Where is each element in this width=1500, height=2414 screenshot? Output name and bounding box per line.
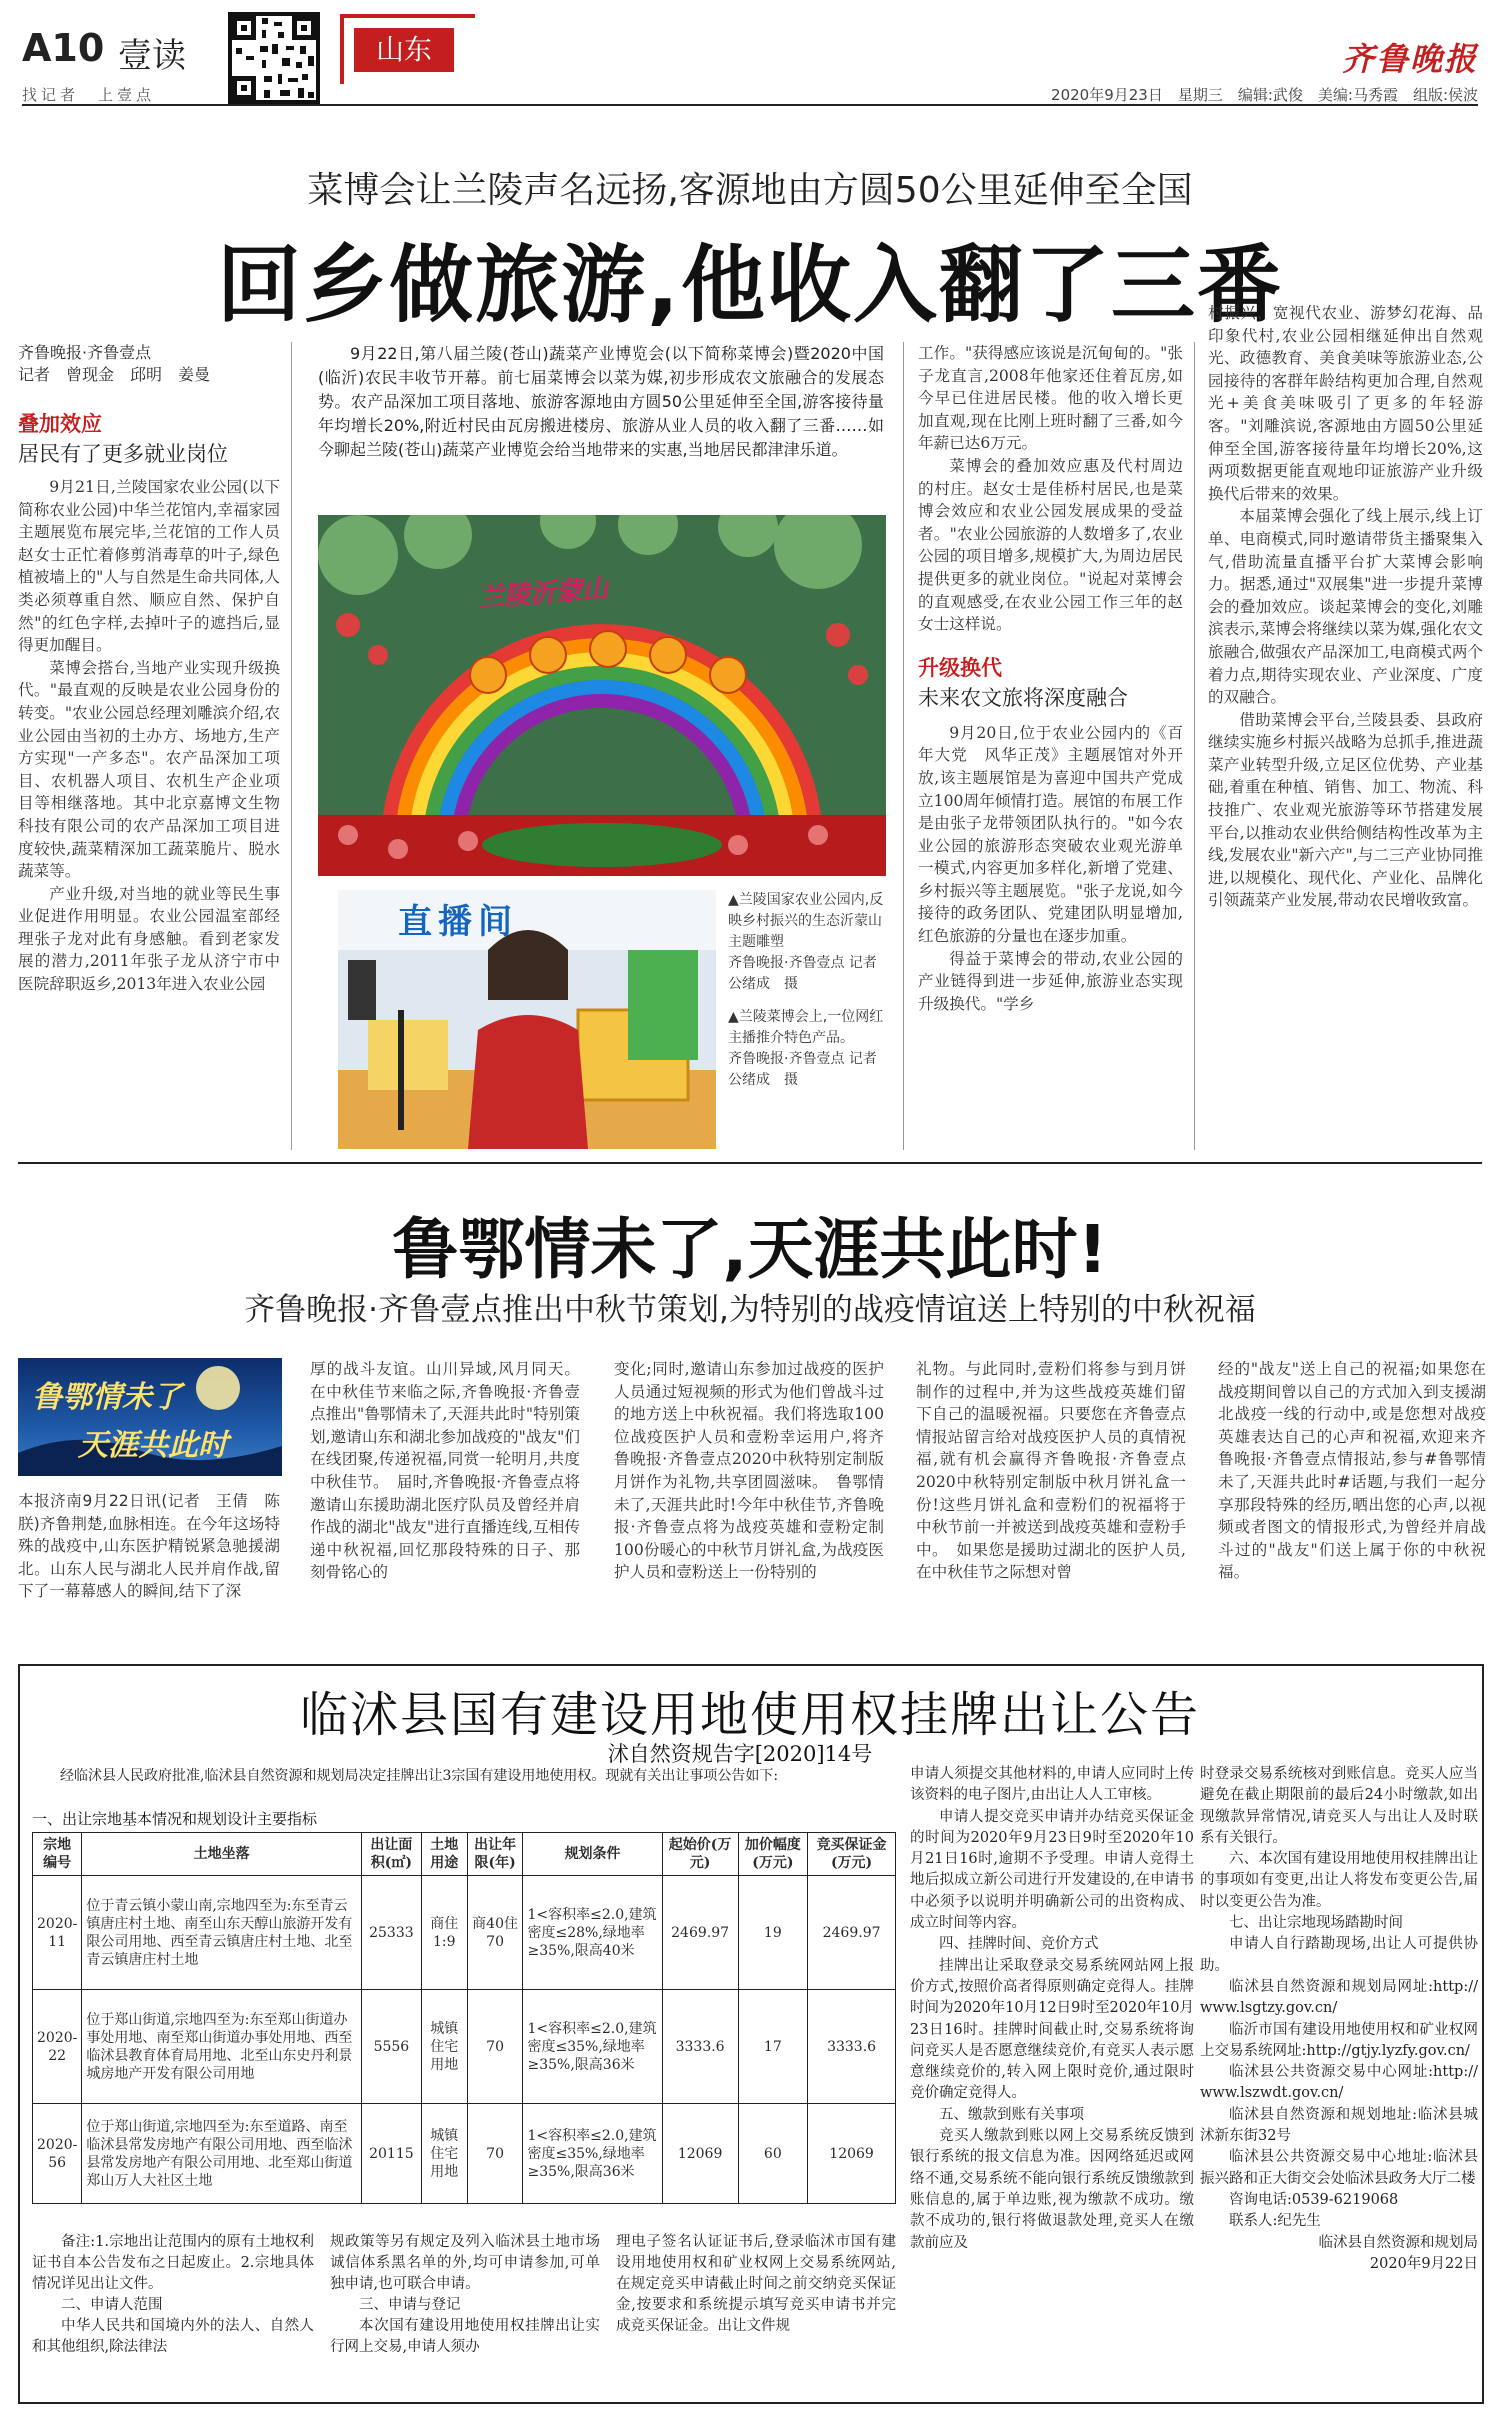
story2-col5: 经的"战友"送上自己的祝福;如果您在战疫期间曾以自己的方式加入到支援湖北战疫一线的行动中,或是您想对战疫英雄表达自己的心声和祝福,欢迎来齐鲁晚报·齐鲁壹点情报站,参与#鲁鄂情未了,天涯共此时#话题,与我们一起分享那段特殊的经历,晒出您的心声,以视频或者图文的情报形式,为曾经并肩战斗过的"战友"们送上属于你的中秋祝福。 (1218, 1360, 1486, 1582)
story1-col4b-body (918, 722, 1183, 1016)
issue-meta: 2020年9月23日 星期三 编辑:武俊 美编:马秀霞 组版:侯波 (1051, 86, 1478, 104)
logo-line2: 天涯共此时 (78, 1428, 228, 1463)
table-cell: 12069 (808, 2104, 896, 2204)
table-header: 起始价(万元) (662, 1833, 738, 1876)
table-cell: 17 (738, 1990, 808, 2104)
notice-remarks: 备注:1.宗地出让范围内的原有土地权利证书自本公告发布之日起废止。2.宗地具体情况详见出让文件。 (32, 2234, 314, 2292)
subhead-stacking-effect: 叠加效应 (18, 412, 102, 436)
caption-livestream: ▲兰陵菜博会上,一位网红主播推介特色产品。 (728, 1009, 884, 1046)
story2-col2: 厚的战斗友谊。山川异域,风月同天。在中秋佳节来临之际,齐鲁晚报·齐鲁壹点推出"鲁鄂情未了,天涯共此时"特别策划,邀请山东和湖北参加战疫的"战友"们在线团聚,传递祝福,同赏一轮明月,共度中秋佳节。 届时,齐鲁晚报·齐鲁壹点将邀请山东援助湖北医疗队员及曾经并肩作战的湖北"战友"进行直播连线,互相传递中秋祝福,回忆那段特殊的日子、那刻骨铭心的 (310, 1360, 580, 1582)
table-cell: 70 (467, 1990, 523, 2104)
page-number: A10 (22, 26, 105, 70)
notice-section5: 五、缴款到账有关事项 (939, 2106, 1084, 2123)
story2-logo (18, 1358, 282, 1476)
notice-eligibility: 规政策等另有规定及列入临沭县土地市场诚信体系黑名单的外,均可申请参加,可单独申请,也可联合申请。 (330, 2234, 600, 2292)
notice-section6: 六、本次国有建设用地使用权挂牌出让的事项如有变更,出让人将发布变更公告,届时以变更公告为准。 (1200, 1851, 1478, 1910)
notice-paragraph: 申请人提交竞买申请并办结竞买保证金的时间为2020年9月23日9时至2020年10月21日16时,逾期不予受理。申请人竞得土地后拟成立新公司进行开发建设的,在申请书中必须予以说明并明确新公司的出资构成、成立时间等内容。 (910, 1808, 1194, 1932)
notice-date: 2020年9月22日 (1369, 2255, 1478, 2272)
table-header: 出让年限(年) (467, 1833, 523, 1876)
header-rule (22, 104, 1478, 106)
table-row (33, 1876, 896, 1990)
section-name: 壹读 (118, 36, 186, 76)
table-header: 宗地编号 (33, 1833, 82, 1876)
subhead-deep-integration: 未来农文旅将深度融合 (918, 685, 1128, 710)
photo-banner-text: 兰陵沂蒙山 (477, 574, 610, 614)
section-rule (18, 1162, 1482, 1164)
table-cell: 位于郑山街道,宗地四至为:东至郑山街道办事处用地、南至郑山街道办事处用地、西至临沭县教育体育局用地、北至山东史丹利景城房地产开发有限公司用地 (82, 1990, 362, 2104)
notice-lower-left (32, 2232, 314, 2358)
story2-col1 (18, 1490, 280, 1603)
notice-section2-text: 中华人民共和国境内外的法人、自然人和其他组织,除法律法 (32, 2318, 314, 2355)
subhead-upgrade: 升级换代 (918, 655, 1002, 680)
story2-subhead: 齐鲁晚报·齐鲁壹点推出中秋节策划,为特别的战疫情谊送上特别的中秋祝福 (244, 1292, 1256, 1328)
table-cell: 5556 (361, 1990, 421, 2104)
table-cell: 商40住70 (467, 1876, 523, 1990)
table-cell: 60 (738, 2104, 808, 2204)
story1-col1-body (18, 476, 280, 996)
paragraph: 村振兴、宽视代农业、游梦幻花海、品印象代村,农业公园相继延伸出自然观光、政德教育、美食美味等旅游业态,公园接待的客群年龄结构更加合理,自然观光+美食美味吸引了更多的年轻游客。"刘雕滨说,客源地由方圆50公里延伸至全国,游客接待量年均增长20%,这两项数据更能直观地印证旅游产业升级换代后带来的效果。 (1208, 304, 1483, 503)
caption-sculpture-credit: 齐鲁晚报·齐鲁壹点 记者 公绪成 摄 (728, 955, 891, 992)
table-row (33, 1990, 896, 2104)
table-header: 出让面积(㎡) (361, 1833, 421, 1876)
table-header: 规划条件 (523, 1833, 662, 1876)
paragraph: 借助菜博会平台,兰陵县委、县政府继续实施乡村振兴战略为总抓手,推进蔬菜产业转型升级,立足区位优势、产业基础,着重在种植、销售、加工、物流、科技推广、农业观光旅游等环节搭建发展平台,以推动农业供给侧结构性改革为主线,发展农业"新六产",与二三产业协同推进,以规模化、现代化、产业化、品牌化引领蔬菜产业发展,带动农民增收致富。 (1208, 710, 1483, 910)
table-cell: 70 (467, 2104, 523, 2204)
story1-col1 (18, 342, 280, 996)
notice-section3-text: 本次国有建设用地使用权挂牌出让实行网上交易,申请人须办 (330, 2318, 600, 2355)
notice-intro: 经临沭县人民政府批准,临沭县自然资源和规划局决定挂牌出让3宗国有建设用地使用权。现就有关出让事项公告如下: (60, 1768, 779, 1784)
table-cell: 位于郑山街道,宗地四至为:东至道路、南至临沭县常发房地产有限公司用地、西至临沭县常发房地产有限公司用地、北至郑山街道郑山万人大社区土地 (82, 2104, 362, 2204)
notice-paragraph: 时登录交易系统核对到账信息。竞买人应当避免在截止期限前的最后24小时缴款,如出现缴款异常情况,请竞买人与出让人及时联系有关银行。 (1200, 1766, 1478, 1846)
notice-title: 临沭县国有建设用地使用权挂牌出让公告 (299, 1687, 1200, 1743)
notice-paragraph: 挂牌出让采取登录交易系统网站网上报价方式,按照价高者得原则确定竞得人。挂牌时间为2020年10月12日9时至2020年10月23日16时。挂牌时间截止时,交易系统将询问竞买人是否愿意继续竞价,有竞买人表示愿意继续竞价的,转入网上限时竞价,通过限时竞价确定竞得人。 (910, 1957, 1194, 2102)
paragraph: 菜博会搭台,当地产业实现升级换代。"最直观的反映是农业公园身份的转变。"农业公园总经理刘雕滨介绍,农业公园由当初的土办方、场地方,生产方实现"一产多态"。农产品深加工项目、农机器人项目、农机生产企业项目等相继落地。其中北京嘉博文生物科技有限公司的农产品深加工项目进度较快,蔬菜精深加工蔬菜脆片、脱水蔬菜等。 (18, 658, 280, 881)
table-cell: 城镇住宅用地 (421, 1990, 467, 2104)
paragraph: 9月21日,兰陵国家农业公园(以下简称农业公园)中华兰花馆内,幸福家园主题展览布展完毕,兰花馆的工作人员赵女士正忙着修剪消毒草的叶子,绿色植被墙上的"人与自然是生命共同体,人类必须尊重自然、顺应自然、保护自然"的红色字样,去掉叶子的遮挡后,显得更加醒目。 (18, 478, 280, 655)
story2-headline: 鲁鄂情未了,天涯共此时! (392, 1211, 1108, 1288)
table-header: 竞买保证金(万元) (808, 1833, 896, 1876)
paragraph: 得益于菜博会的带动,农业公园的产业链得到进一步延伸,旅游业态实现升级换代。"学乡 (918, 949, 1183, 1013)
table-cell: 20115 (361, 2104, 421, 2204)
story2-col4: 礼物。与此同时,壹粉们将参与到月饼制作的过程中,并为这些战疫英雄们留下自己的温暖祝福。只要您在齐鲁壹点情报站留言给对战疫医护人员的真情祝福,就有机会赢得齐鲁晚报·齐鲁壹点2020中秋特别定制版中秋月饼礼盒一份!这些月饼礼盒和壹粉们的祝福将于中秋节前一并被送到战疫英雄和壹粉手中。 如果您是援助过湖北的医护人员,在中秋佳节之际想对曾 (916, 1360, 1186, 1582)
land-parcel-table (32, 1832, 896, 2204)
table-header: 加价幅度(万元) (738, 1833, 808, 1876)
byline-org: 齐鲁晚报·齐鲁壹点 (18, 343, 152, 362)
table-cell: 商住1:9 (421, 1876, 467, 1990)
paragraph: 产业升级,对当地的就业等民生事业促进作用明显。农业公园温室部经理张子龙对此有身感触。看到老家发展的潜力,2011年张子龙从济宁市中医院辞职返乡,2013年进入农业公园 (18, 884, 280, 994)
table-cell: 2020-22 (33, 1990, 82, 2104)
table-cell: 1<容积率≤2.0,建筑密度≤35%,绿地率≥35%,限高36米 (523, 2104, 662, 2204)
page-header (0, 0, 1500, 110)
region-tab (340, 14, 475, 84)
photo-rainbow-sculpture (318, 515, 886, 876)
table-cell: 3333.6 (662, 1990, 738, 2104)
notice-url-center: 临沭县公共资源交易中心网址:http://www.lszwdt.gov.cn/ (1200, 2064, 1478, 2102)
story1-headline: 回乡做旅游,他收入翻了三番 (217, 236, 1283, 334)
table-header-row (33, 1833, 896, 1876)
story1-col4 (918, 342, 1183, 1015)
table-cell: 2020-11 (33, 1876, 82, 1990)
table-cell: 2469.97 (662, 1876, 738, 1990)
table-cell: 2020-56 (33, 2104, 82, 2204)
story1-col4-body (918, 342, 1183, 636)
notice-registration-text: 理电子签名认证证书后,登录临沭市国有建设用地使用权和矿业权网上交易系统网站,在规定竞买申请截止时间之前交纳竞买保证金,按要求和系统提示填写竞买申请书并完成竞买保证金。出让文件规 (616, 2234, 896, 2334)
table-cell: 位于青云镇小蒙山南,宗地四至为:东至青云镇唐庄村土地、南至山东天醇山旅游开发有限公司用地、西至青云镇唐庄村土地、北至青云镇唐庄村土地 (82, 1876, 362, 1990)
qr-code (228, 12, 320, 104)
region-tab-label: 山东 (354, 28, 454, 72)
table-cell: 1<容积率≤2.0,建筑密度≤28%,绿地率≥35%,限高40米 (523, 1876, 662, 1990)
slogan-text: 找记者 上壹点 (22, 86, 156, 104)
byline-reporters: 记者 曾现金 邱明 姜曼 (18, 365, 211, 384)
paragraph: 工作。"获得感应该说是沉甸甸的。"张子龙直言,2008年他家还住着瓦房,如今早已住进居民楼。他的收入增长更加直观,现在比刚上班时翻了三番,如今年薪已达6万元。 (918, 344, 1183, 453)
notice-paragraph: 申请人自行踏勘现场,出让人可提供协助。 (1200, 1936, 1478, 1974)
photo-sign-text: 直播间 (398, 902, 518, 942)
notice-lower-mid (330, 2232, 600, 2358)
table-header: 土地坐落 (82, 1833, 362, 1876)
table-cell: 19 (738, 1876, 808, 1990)
table-cell: 3333.6 (808, 1990, 896, 2104)
logo-line1: 鲁鄂情未了 (32, 1380, 182, 1415)
column-divider (291, 342, 292, 1150)
table-cell: 25333 (361, 1876, 421, 1990)
notice-url-trading: 临沂市国有建设用地使用权和矿业权网上交易系统网址:http://gtjy.lyzfy.gov.cn/ (1200, 2021, 1478, 2059)
masthead-logo: 齐鲁晚报 (1341, 40, 1478, 78)
notice-phone: 咨询电话:0539-6219068 (1229, 2191, 1399, 2208)
paragraph: 菜博会的叠加效应惠及代村周边的村庄。赵女士是佳桥村居民,也是菜博会效应和农业公园发展成果的受益者。"农业公园旅游的人数增多了,农业公园的项目增多,规模扩大,为周边居民提供更多的就业岗位。"说起对菜博会的直观感受,在农业公园工作三年的赵女士这样说。 (918, 456, 1183, 634)
column-divider (1194, 342, 1195, 1150)
notice-lower-mid2 (616, 2232, 896, 2337)
photo-livestream-host (338, 890, 716, 1149)
table-cell: 2469.97 (808, 1876, 896, 1990)
photo-captions (728, 890, 891, 1091)
notice-issuer: 临沭县自然资源和规划局 (1318, 2234, 1478, 2251)
caption-livestream-credit: 齐鲁晚报·齐鲁壹点 记者 公绪成 摄 (728, 1051, 891, 1088)
notice-section1: 一、出让宗地基本情况和规划设计主要指标 (32, 1810, 318, 1828)
table-cell: 12069 (662, 2104, 738, 2204)
story2-col1-text: 齐鲁荆楚,血脉相连。在今年这场特殊的战疫中,山东医护精锐紧急驰援湖北。山东人民与湖北人民并肩作战,留下了一幕幕感人的瞬间,结下了深 (18, 1514, 280, 1601)
notice-address-center: 临沭县公共资源交易中心地址:临沭县振兴路和正大街交会处临沭县政务大厅二楼 (1200, 2149, 1478, 2187)
notice-col4 (1200, 1764, 1478, 2275)
table-cell: 1<容积率≤2.0,建筑密度≤35%,绿地率≥35%,限高36米 (523, 1990, 662, 2104)
notice-section7: 七、出让宗地现场踏勘时间 (1229, 1915, 1403, 1932)
table-row (33, 2104, 896, 2204)
story1-kicker: 菜博会让兰陵声名远扬,客源地由方圆50公里延伸至全国 (307, 170, 1193, 211)
paragraph: 本届菜博会强化了线上展示,线上订单、电商模式,同时邀请带货主播聚集入气,借助流量直播平台扩大菜博会影响力。据悉,通过"双展集"进一步提升菜博会的叠加效应。谈起菜博会的变化,刘雕滨表示,菜博会将继续以菜为媒,强化农文旅融合,做强农产品深加工,电商模式两个着力点,期待实现农业、产业深度、广度的双融合。 (1208, 507, 1484, 707)
notice-paragraph: 竞买人缴款到账以网上交易系统反馈到银行系统的报文信息为准。因网络延迟或网络不通,交易系统不能向银行系统反馈缴款到账信息的,属于单边账,视为缴款不成功。缴款不成功的,银行将做退款处理,竞买人在缴款前应及 (910, 2128, 1194, 2251)
column-divider (903, 342, 904, 1150)
story2-col3: 变化;同时,邀请山东参加过战疫的医护人员通过短视频的形式为他们曾战斗过的地方送上中秋祝福。我们将选取100位战疫医护人员和壹粉幸运用户,将齐鲁晚报·齐鲁壹点2020中秋特别定制版月饼作为礼物,共享团圆滋味。 鲁鄂情未了,天涯共此时!今年中秋佳节,齐鲁晚报·齐鲁壹点将为战疫英雄和壹粉定制100份暖心的中秋节月饼礼盒,为战疫医护人员和壹粉送上一份特别的 (614, 1360, 884, 1582)
paragraph: 9月20日,位于农业公园内的《百年大党 风华正茂》主题展馆对外开放,该主题展馆是为喜迎中国共产党成立100周年倾情打造。展馆的布展工作是由张子龙带领团队执行的。"如今农业公园的旅游形态突破农业观光游单一模式,内容更加多样化,新增了党建、乡村振兴等主题展览。"张子龙说,如今接待的政务团队、党建团队明显增加,红色旅游的分量也在逐步加重。 (918, 723, 1183, 946)
story1-col5-body (1208, 302, 1483, 912)
story1-col5 (1208, 302, 1483, 912)
subhead-more-jobs: 居民有了更多就业岗位 (18, 442, 228, 466)
land-table (32, 1832, 896, 2204)
caption-sculpture: ▲兰陵国家农业公园内,反映乡村振兴的生态沂蒙山主题雕塑 (728, 892, 884, 950)
story1-lead: 9月22日,第八届兰陵(苍山)蔬菜产业博览会(以下简称菜博会)暨2020中国(临沂)农民丰收节开幕。前七届菜博会以菜为媒,初步形成农文旅融合的发展态势。农产品深加工项目落地、旅游客源地由方圆50公里延伸至全国,游客接待量年均增长20%,附近村民由瓦房搬进楼房、旅游从业人员的收入翻了三番……如今聊起兰陵(苍山)蔬菜产业博览会给当地带来的实惠,当地居民都津津乐道。 (318, 344, 884, 459)
notice-paragraph: 申请人须提交其他材料的,申请人应同时上传该资料的电子图片,由出让人人工审核。 (910, 1766, 1194, 1804)
notice-contact: 联系人:纪先生 (1229, 2213, 1321, 2230)
notice-section4: 四、挂牌时间、竞价方式 (939, 1936, 1099, 1953)
notice-section2: 二、申请人范围 (61, 2297, 163, 2313)
dateline: 本报济南9月22日讯(记者 王倩 陈朕) (18, 1492, 280, 1533)
notice-col3 (910, 1764, 1194, 2254)
notice-address-bureau: 临沭县自然资源和规划地址:临沭县城沭新东街32号 (1200, 2106, 1478, 2145)
table-cell: 城镇住宅用地 (421, 2104, 467, 2204)
notice-url-bureau: 临沭县自然资源和规划局网址:http://www.lsgtzy.gov.cn/ (1200, 1978, 1478, 2017)
notice-section3: 三、申请与登记 (359, 2297, 461, 2313)
table-header: 土地用途 (421, 1833, 467, 1876)
notice-doc-number: 沭自然资规告字[2020]14号 (607, 1742, 873, 1766)
